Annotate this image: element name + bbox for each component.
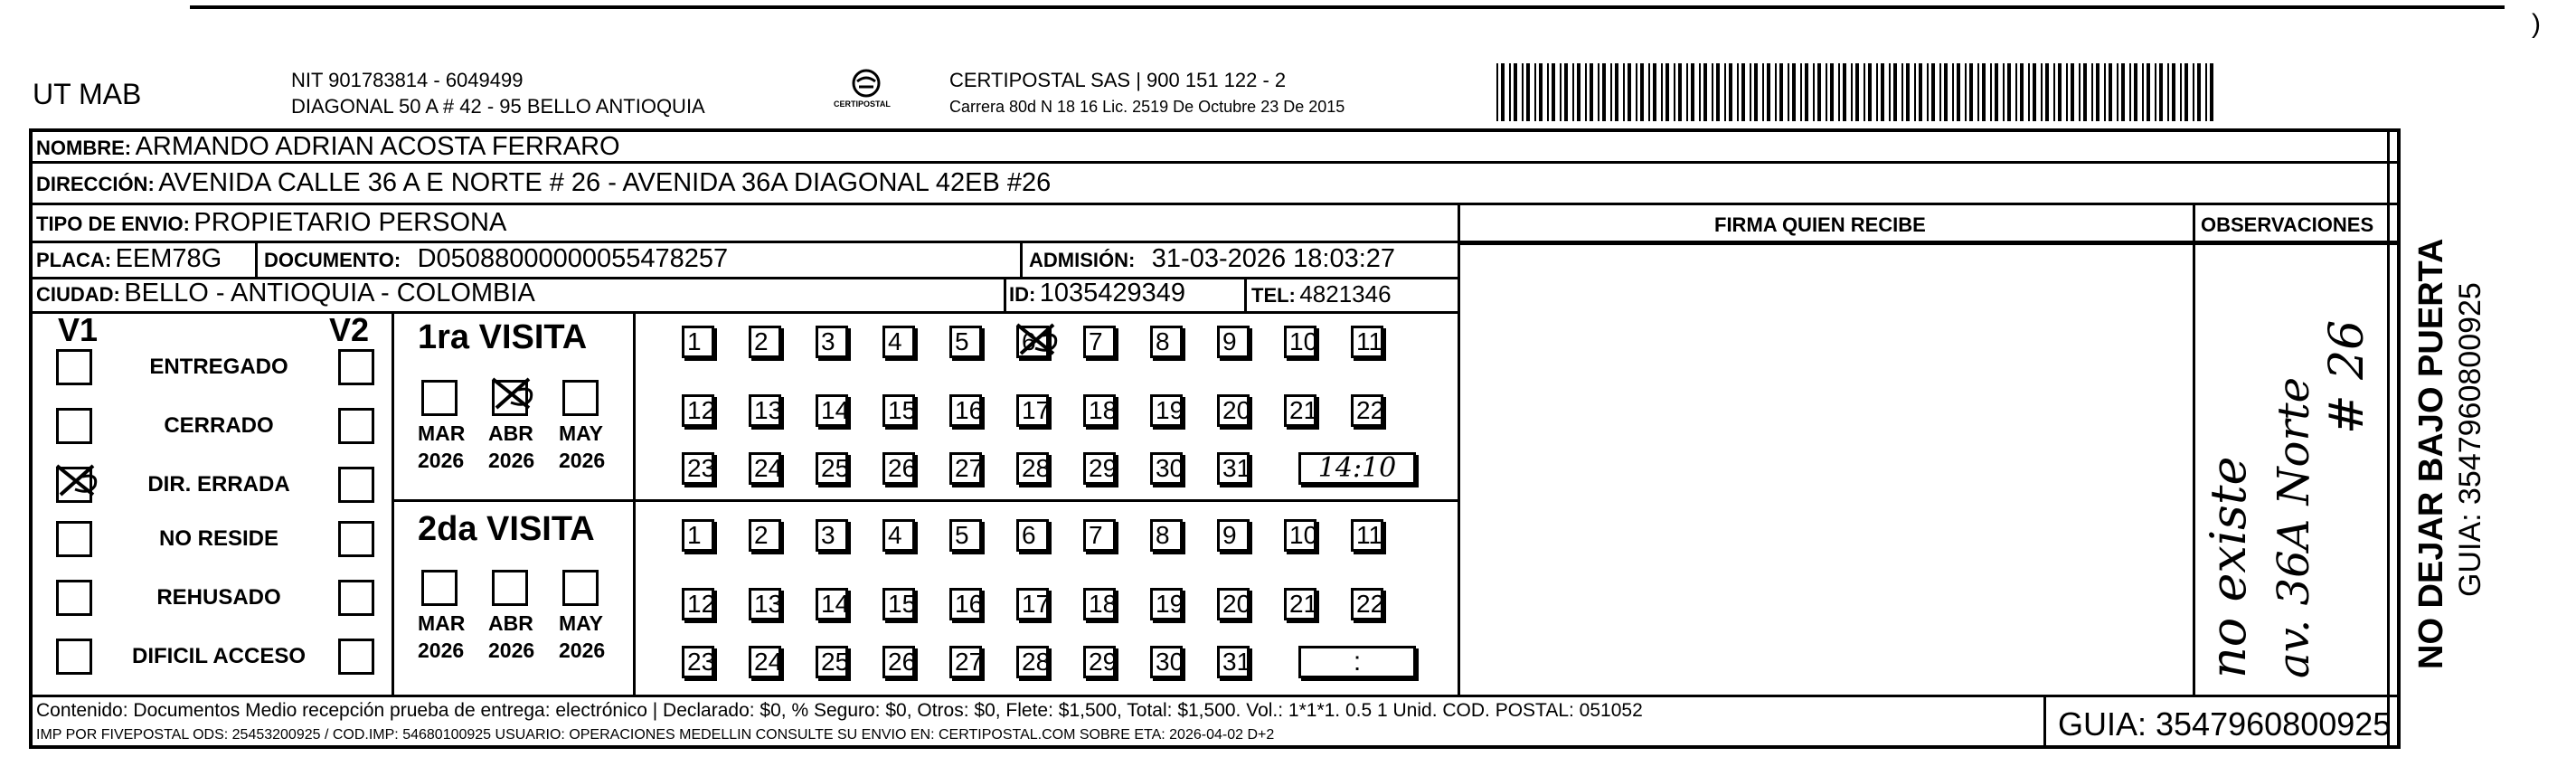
v1-label: V1	[58, 311, 99, 348]
check-mark-icon	[491, 377, 536, 413]
first-year-label: 2026	[488, 449, 535, 472]
col-line	[1004, 277, 1006, 311]
tipo-field	[36, 208, 506, 238]
col-line	[1244, 277, 1247, 311]
logo-text: CERTIPOSTAL	[834, 99, 891, 109]
certipostal-logo-icon	[830, 67, 902, 118]
barcode-bar	[1800, 63, 1802, 121]
second-month-box[interactable]	[562, 570, 599, 606]
second-day-box[interactable]: 20	[1217, 588, 1250, 620]
barcode-bar	[1792, 63, 1796, 121]
second-day-box[interactable]: 7	[1083, 519, 1116, 552]
v2-checkbox-1[interactable]	[338, 349, 374, 385]
first-year-label: 2026	[418, 449, 465, 472]
first-day-box[interactable]: 16	[949, 394, 982, 427]
documento-field	[264, 244, 728, 274]
v1-checkbox-3[interactable]	[56, 467, 92, 503]
first-day-box[interactable]: 9	[1217, 326, 1250, 358]
first-day-box[interactable]: 19	[1150, 394, 1183, 427]
id-label: ID:	[1009, 283, 1036, 306]
tipo-value: PROPIETARIO PERSONA	[193, 208, 507, 237]
first-day-box[interactable]: 8	[1150, 326, 1183, 358]
barcode-bar	[2041, 63, 2043, 121]
barcode-bar	[1648, 63, 1650, 121]
barcode-bar	[1526, 63, 1530, 121]
first-day-box[interactable]: 21	[1284, 394, 1316, 427]
first-day-box[interactable]: 10	[1284, 326, 1316, 358]
col-line	[2043, 695, 2046, 749]
second-day-box[interactable]: 22	[1351, 588, 1383, 620]
second-day-box[interactable]: 21	[1284, 588, 1316, 620]
barcode-bar	[1724, 63, 1726, 121]
row-line	[392, 499, 1458, 502]
first-day-box[interactable]: 20	[1217, 394, 1250, 427]
barcode-bar	[1522, 63, 1524, 121]
row-line	[29, 203, 2401, 205]
barcode-bar	[2180, 63, 2182, 121]
footer-contenido: Contenido: Documentos Medio recepción prueba de entrega: electrónico | Declarado: $0, % Seguro: $0, Otros: $0, Flete: $1,500, Total: $1,500. Vol.: 1*1*1. 0.5 1 Unid. COD. POSTAL: 051052	[36, 700, 1643, 721]
second-month-label: MAR	[418, 611, 466, 635]
barcode-bar	[1577, 63, 1581, 121]
v2-label: V2	[329, 311, 370, 348]
no-dejar-text: NO DEJAR BAJO PUERTA	[2412, 238, 2450, 669]
first-day-box[interactable]: 13	[749, 394, 781, 427]
second-day-box[interactable]: 9	[1217, 519, 1250, 552]
barcode-bar	[1703, 63, 1707, 121]
barcode-bar	[1496, 63, 1498, 121]
barcode-bar	[2210, 63, 2213, 121]
barcode-bar	[1509, 63, 1511, 121]
barcode-bar	[1602, 63, 1606, 121]
status-label: NO RESIDE	[158, 526, 279, 551]
firma-header: FIRMA QUIEN RECIBE	[1714, 213, 1926, 236]
first-day-box[interactable]: 17	[1016, 394, 1049, 427]
first-day-box[interactable]: 6	[1016, 326, 1049, 358]
direccion-field	[36, 168, 1051, 198]
barcode-bar	[2020, 63, 2024, 121]
barcode-bar	[1931, 63, 1935, 121]
barcode-bar	[1729, 63, 1732, 121]
admision-value: 31-03-2026 18:03:27	[1151, 244, 1396, 273]
ciudad-field	[36, 279, 535, 308]
barcode-bar	[1661, 63, 1663, 121]
barcode-bar	[1851, 63, 1853, 121]
barcode-bar	[2003, 63, 2005, 121]
admision-label: ADMISIÓN:	[1029, 249, 1136, 271]
second-day-box[interactable]: 10	[1284, 519, 1316, 552]
barcode-bar	[1585, 63, 1587, 121]
second-day-box[interactable]: 4	[882, 519, 915, 552]
first-year-label: 2026	[559, 449, 606, 472]
first-day-box[interactable]: 27	[949, 452, 982, 485]
id-value: 1035429349	[1039, 279, 1186, 308]
barcode-bar	[1944, 63, 1948, 121]
barcode-bar	[1919, 63, 1922, 121]
v1-checkbox-6[interactable]	[56, 639, 92, 675]
second-day-box[interactable]: 6	[1016, 519, 1049, 552]
first-day-box[interactable]: 4	[882, 326, 915, 358]
tel-label: TEL:	[1251, 284, 1296, 307]
barcode-bar	[2129, 63, 2131, 121]
col-line	[633, 311, 636, 695]
first-day-box[interactable]: 12	[682, 394, 714, 427]
barcode-bar	[2033, 63, 2036, 121]
ciudad-value: BELLO - ANTIOQUIA - COLOMBIA	[124, 279, 535, 308]
ciudad-label: CIUDAD:	[36, 283, 120, 306]
second-day-box[interactable]: 31	[1217, 646, 1250, 678]
side-guia-text: GUIA: 3547960800925	[2453, 282, 2487, 597]
tipo-label: TIPO DE ENVIO:	[36, 213, 190, 235]
placa-label: PLACA:	[36, 249, 112, 271]
barcode-bar	[1716, 63, 1720, 121]
top-edge-line	[190, 5, 2505, 9]
barcode-bar	[1952, 63, 1954, 121]
barcode-bar	[1610, 63, 1612, 121]
barcode-bar	[2121, 63, 2125, 121]
barcode-bar	[1741, 63, 1745, 121]
direccion-label: DIRECCIÓN:	[36, 173, 155, 195]
barcode-bar	[1762, 63, 1764, 121]
first-day-box[interactable]: 24	[749, 452, 781, 485]
barcode-bar	[1572, 63, 1574, 121]
status-label: CERRADO	[164, 413, 274, 438]
first-day-box[interactable]: 5	[949, 326, 982, 358]
second-time-box[interactable]: :	[1298, 646, 1416, 678]
barcode-bar	[1889, 63, 1891, 121]
barcode-bar	[1893, 63, 1897, 121]
barcode-bar	[2134, 63, 2137, 121]
second-day-box[interactable]: 25	[816, 646, 848, 678]
nombre-label: NOMBRE:	[36, 137, 132, 159]
barcode-bar	[1826, 63, 1827, 121]
barcode-bar	[1779, 63, 1783, 121]
col-line	[2387, 128, 2390, 749]
barcode-bar	[2109, 63, 2112, 121]
barcode-bar	[1843, 63, 1846, 121]
first-month-box[interactable]	[421, 380, 458, 416]
barcode-bar	[2197, 63, 2201, 121]
first-day-box[interactable]: 22	[1351, 394, 1383, 427]
barcode-bar	[1855, 63, 1859, 121]
barcode-bar	[2104, 63, 2106, 121]
barcode-bar	[1598, 63, 1599, 121]
col-line	[255, 241, 258, 277]
barcode-bar	[1830, 63, 1834, 121]
second-month-label: ABR	[488, 611, 533, 635]
barcode-bar	[2071, 63, 2074, 121]
check-mark-icon	[55, 464, 100, 500]
company-nit: NIT 901783814 - 6049499	[291, 69, 524, 91]
v1-checkbox-5[interactable]	[56, 580, 92, 616]
second-year-label: 2026	[559, 639, 606, 662]
side-text	[2401, 136, 2500, 678]
carrier-name: CERTIPOSTAL SAS | 900 151 122 - 2	[949, 69, 1287, 91]
first-month-box[interactable]	[492, 380, 528, 416]
barcode-bar	[1957, 63, 1960, 121]
barcode-bar	[2147, 63, 2150, 121]
barcode-bar	[1977, 63, 1979, 121]
barcode-bar	[2205, 63, 2207, 121]
first-day-box[interactable]: 3	[816, 326, 848, 358]
barcode-bar	[1636, 63, 1637, 121]
company-address: DIAGONAL 50 A # 42 - 95 BELLO ANTIOQUIA	[291, 95, 705, 118]
col-line	[392, 311, 394, 695]
v2-checkbox-2[interactable]	[338, 408, 374, 444]
nombre-value: ARMANDO ADRIAN ACOSTA FERRARO	[135, 132, 620, 161]
nombre-field	[36, 132, 620, 162]
barcode-bar	[1665, 63, 1669, 121]
status-label: DIR. ERRADA	[147, 472, 290, 497]
barcode-bar	[1514, 63, 1517, 121]
row-line	[29, 311, 1458, 314]
barcode-bar	[2066, 63, 2068, 121]
first-month-box[interactable]	[562, 380, 599, 416]
first-day-box[interactable]: 2	[749, 326, 781, 358]
barcode-bar	[1678, 63, 1682, 121]
placa-value: EEM78G	[115, 244, 222, 273]
col-line	[1020, 241, 1023, 277]
second-day-box[interactable]: 11	[1351, 519, 1383, 552]
second-day-box[interactable]: 23	[682, 646, 714, 678]
barcode-bar	[1969, 63, 1973, 121]
tel-field	[1251, 280, 1392, 308]
barcode-bar	[1691, 63, 1694, 121]
barcode-bar	[1653, 63, 1656, 121]
footer-imp: IMP POR FIVEPOSTAL ODS: 25453200925 / COD.IMP: 54680100925 USUARIO: OPERACIONES MEDELLIN CONSULTE SU ENVIO EN: CERTIPOSTAL.COM SOBRE ETA: 2026-04-02 D+2	[36, 727, 1275, 743]
barcode-bar	[1817, 63, 1821, 121]
direccion-value: AVENIDA CALLE 36 A E NORTE # 26 - AVENIDA 36A DIAGONAL 42EB #26	[158, 168, 1052, 197]
second-day-box[interactable]: 30	[1150, 646, 1183, 678]
second-day-box[interactable]: 16	[949, 588, 982, 620]
barcode-bar	[1754, 63, 1758, 121]
v2-checkbox-3[interactable]	[338, 467, 374, 503]
barcode-bar	[2045, 63, 2049, 121]
first-day-box[interactable]: 29	[1083, 452, 1116, 485]
first-day-box[interactable]: 23	[682, 452, 714, 485]
first-day-box[interactable]: 15	[882, 394, 915, 427]
barcode-bar	[1534, 63, 1536, 121]
tel-value: 4821346	[1299, 280, 1392, 308]
check-mark-icon	[1015, 323, 1061, 359]
barcode-bar	[1699, 63, 1701, 121]
first-month-label: MAR	[418, 421, 466, 445]
barcode-bar	[1982, 63, 1986, 121]
barcode-bar	[1552, 63, 1555, 121]
first-visit-title: 1ra VISITA	[418, 318, 588, 356]
documento-label: DOCUMENTO:	[264, 249, 401, 271]
v1-checkbox-1[interactable]	[56, 349, 92, 385]
barcode-bar	[2028, 63, 2030, 121]
barcode-bar	[1590, 63, 1593, 121]
barcode-bar	[1927, 63, 1929, 121]
barcode-bar	[1881, 63, 1884, 121]
second-month-box[interactable]	[421, 570, 458, 606]
status-label: REHUSADO	[156, 585, 281, 610]
obs-line-1: no existe	[2200, 456, 2257, 678]
v1-checkbox-2[interactable]	[56, 408, 92, 444]
second-day-box[interactable]: 12	[682, 588, 714, 620]
status-label: ENTREGADO	[149, 355, 288, 379]
barcode-bar	[2142, 63, 2144, 121]
second-day-box[interactable]: 14	[816, 588, 848, 620]
second-visit-title: 2da VISITA	[418, 510, 595, 548]
barcode-bar	[2117, 63, 2118, 121]
barcode-bar	[1674, 63, 1675, 121]
barcode-bar	[1838, 63, 1840, 121]
v1-checkbox-4[interactable]	[56, 521, 92, 557]
v2-checkbox-4[interactable]	[338, 521, 374, 557]
first-day-box[interactable]: 18	[1083, 394, 1116, 427]
barcode-bar	[2096, 63, 2099, 121]
second-day-box[interactable]: 3	[816, 519, 848, 552]
first-day-box[interactable]: 26	[882, 452, 915, 485]
second-month-box[interactable]	[492, 570, 528, 606]
barcode-bar	[2193, 63, 2194, 121]
second-day-box[interactable]: 2	[749, 519, 781, 552]
barcode-bar	[1501, 63, 1505, 121]
second-day-box[interactable]: 13	[749, 588, 781, 620]
observaciones-header: OBSERVACIONES	[2201, 213, 2374, 236]
certipostal-logo	[830, 67, 902, 118]
second-day-box[interactable]: 28	[1016, 646, 1049, 678]
v2-checkbox-5[interactable]	[338, 580, 374, 616]
barcode-bar	[1939, 63, 1941, 121]
barcode-bar	[1564, 63, 1568, 121]
documento-value: D05088000000055478257	[417, 244, 729, 273]
barcode-bar	[2083, 63, 2087, 121]
placa-field	[36, 244, 222, 274]
barcode-bar	[1876, 63, 1878, 121]
first-month-label: ABR	[488, 421, 533, 445]
first-day-box[interactable]: 31	[1217, 452, 1250, 485]
second-day-box[interactable]: 17	[1016, 588, 1049, 620]
first-day-box[interactable]: 7	[1083, 326, 1116, 358]
barcode-bar	[1628, 63, 1631, 121]
barcode-bar	[2058, 63, 2062, 121]
second-day-box[interactable]: 24	[749, 646, 781, 678]
barcode-bar	[1547, 63, 1549, 121]
barcode-bar	[1906, 63, 1910, 121]
barcode-bar	[1750, 63, 1751, 121]
status-label: DIFICIL ACCESO	[131, 644, 306, 668]
first-day-box[interactable]: 11	[1351, 326, 1383, 358]
barcode-bar	[1615, 63, 1618, 121]
admision-field	[1029, 244, 1395, 274]
barcode-bar	[1965, 63, 1967, 121]
edge-mark: )	[2532, 9, 2541, 39]
barcode-bar	[2159, 63, 2163, 121]
first-day-box[interactable]: 30	[1150, 452, 1183, 485]
barcode-bar	[2091, 63, 2093, 121]
second-day-box[interactable]: 1	[682, 519, 714, 552]
first-month-label: MAY	[559, 421, 603, 445]
barcode-bar	[2007, 63, 2011, 121]
second-day-box[interactable]: 27	[949, 646, 982, 678]
obs-line-2: av. 36A Norte	[2269, 376, 2319, 678]
barcode-bar	[1767, 63, 1770, 121]
barcode-bar	[1990, 63, 1992, 121]
barcode-bar	[2053, 63, 2055, 121]
col-line	[1458, 203, 1460, 696]
carrier-license: Carrera 80d N 18 16 Lic. 2519 De Octubre 23 De 2015	[949, 98, 1345, 116]
barcode-bar	[1775, 63, 1777, 121]
barcode-bar	[1788, 63, 1789, 121]
barcode	[1496, 63, 2220, 127]
second-day-box[interactable]: 8	[1150, 519, 1183, 552]
footer-guia: GUIA: 3547960800925	[2058, 705, 2392, 743]
barcode-bar	[1864, 63, 1865, 121]
barcode-bar	[1813, 63, 1815, 121]
barcode-bar	[1805, 63, 1808, 121]
first-day-box[interactable]: 28	[1016, 452, 1049, 485]
barcode-bar	[1560, 63, 1562, 121]
barcode-bar	[1995, 63, 1998, 121]
first-time-box[interactable]: 14:10	[1298, 452, 1416, 485]
barcode-bar	[2015, 63, 2017, 121]
barcode-bar	[1712, 63, 1713, 121]
barcode-bar	[2079, 63, 2081, 121]
barcode-bar	[1868, 63, 1872, 121]
second-day-box[interactable]: 18	[1083, 588, 1116, 620]
company-name: UT MAB	[33, 78, 142, 110]
second-day-box[interactable]: 29	[1083, 646, 1116, 678]
barcode-bar	[2155, 63, 2156, 121]
observaciones-handwriting	[2195, 253, 2385, 687]
id-field	[1009, 279, 1185, 308]
v2-checkbox-6[interactable]	[338, 639, 374, 675]
barcode-bar	[2167, 63, 2169, 121]
barcode-bar	[2172, 63, 2175, 121]
second-day-box[interactable]: 26	[882, 646, 915, 678]
barcode-bar	[1737, 63, 1739, 121]
second-day-box[interactable]: 19	[1150, 588, 1183, 620]
first-day-box[interactable]: 14	[816, 394, 848, 427]
barcode-bar	[1623, 63, 1625, 121]
barcode-bar	[1901, 63, 1903, 121]
second-year-label: 2026	[418, 639, 465, 662]
first-day-box[interactable]: 1	[682, 326, 714, 358]
second-day-box[interactable]: 15	[882, 588, 915, 620]
row-line	[1458, 242, 2401, 245]
barcode-bar	[1640, 63, 1644, 121]
second-day-box[interactable]: 5	[949, 519, 982, 552]
barcode-bar	[2184, 63, 2188, 121]
barcode-bar	[1914, 63, 1916, 121]
first-day-box[interactable]: 25	[816, 452, 848, 485]
second-year-label: 2026	[488, 639, 535, 662]
barcode-bar	[1686, 63, 1688, 121]
obs-line-3: # 26	[2320, 319, 2374, 434]
second-month-label: MAY	[559, 611, 603, 635]
barcode-bar	[1539, 63, 1543, 121]
